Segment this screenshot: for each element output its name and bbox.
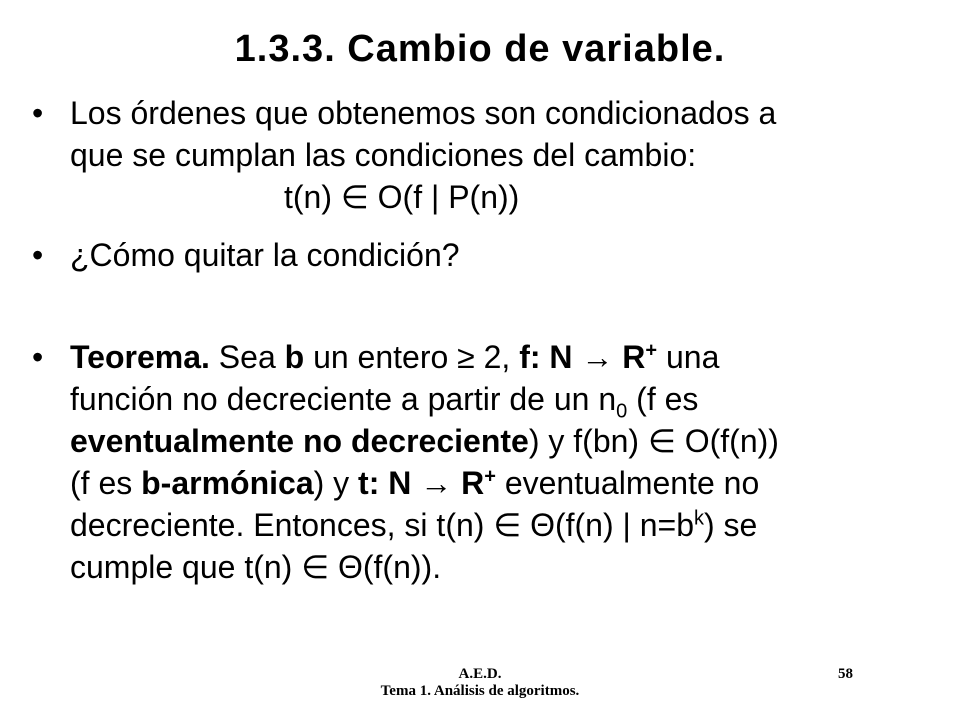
bullet-dot: •	[32, 339, 44, 375]
question-text: ¿Cómo quitar la condición?	[70, 237, 460, 273]
text-run: ) se	[704, 507, 758, 543]
theorem-line5	[70, 504, 912, 546]
text-run: función no decreciente a partir de un n	[70, 381, 617, 417]
text-run: un entero ≥ 2,	[304, 339, 520, 375]
text-run: Sea	[209, 339, 285, 375]
footer-course-code: A.E.D.	[458, 666, 502, 682]
formula-conditional: t(n) ∈ O(f | P(n))	[284, 179, 520, 215]
text-run: decreciente. Entonces, si t(n) ∈ Θ(f(n) | n=b	[70, 507, 694, 543]
text-run: (f es	[70, 465, 142, 501]
footer-topic: Tema 1. Análisis de algoritmos.	[380, 683, 580, 699]
function-t-signature: t: N → R	[358, 465, 485, 501]
bullet-text-line1: Los órdenes que obtenemos son condicionados a	[70, 95, 777, 131]
term-b-harmonic: b-armónica	[141, 465, 314, 501]
theorem-line6: cumple que t(n) ∈ Θ(f(n)).	[70, 549, 442, 585]
text-run: una	[657, 339, 720, 375]
bullet-conditional-orders	[32, 92, 912, 218]
bullet-question	[32, 234, 912, 276]
var-b: b	[284, 339, 305, 375]
superscript-plus: +	[645, 339, 658, 362]
text-run: eventualmente no	[495, 465, 760, 501]
slide-title: 1.3.3. Cambio de variable.	[234, 28, 726, 70]
superscript-k: k	[694, 507, 704, 530]
theorem-label: Teorema.	[70, 339, 210, 375]
theorem-line1	[70, 336, 912, 378]
theorem-line4	[70, 462, 912, 504]
superscript-plus: +	[484, 465, 496, 488]
page-number: 58	[838, 666, 853, 682]
theorem-line3	[70, 420, 912, 462]
term-eventually-nondecreasing: eventualmente no decreciente	[70, 423, 529, 459]
bullet-text-line2: que se cumplan las condiciones del cambio:	[70, 137, 697, 173]
subscript-zero: 0	[616, 400, 628, 423]
footer-course	[0, 666, 960, 700]
function-f-signature: f: N → R	[519, 339, 646, 375]
text-run: ) y	[313, 465, 359, 501]
bullet-dot: •	[32, 95, 44, 131]
theorem-line2	[70, 378, 912, 423]
bullet-dot: •	[32, 237, 44, 273]
bullet-theorem	[32, 336, 912, 588]
text-run: (f es	[627, 381, 699, 417]
text-run: ) y f(bn) ∈ O(f(n))	[528, 423, 779, 459]
